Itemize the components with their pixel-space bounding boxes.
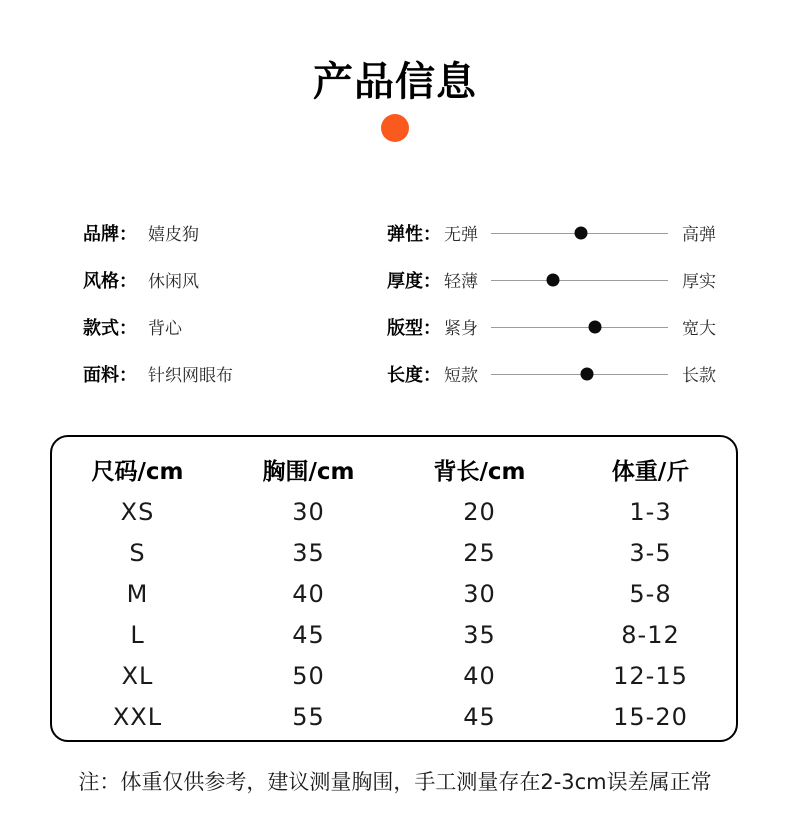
slider-max-label: 长款 <box>682 366 716 386</box>
attribute-row-fabric <box>83 350 233 397</box>
cell-chest: 30 <box>292 497 325 526</box>
spec-sliders <box>387 209 716 397</box>
slider-min-label: 紧身 <box>444 319 478 339</box>
slider-row-fit <box>387 303 716 350</box>
table-row-s <box>52 532 736 573</box>
table-row-xs <box>52 491 736 532</box>
slider-row-elasticity <box>387 209 716 256</box>
cell-backlength: 35 <box>463 620 496 649</box>
slider-line <box>491 327 668 328</box>
slider-track <box>491 367 668 381</box>
slider-row-length <box>387 350 716 397</box>
slider-max-label: 宽大 <box>682 319 716 339</box>
slider-max-label: 厚实 <box>682 272 716 292</box>
slider-dot-icon <box>575 226 588 239</box>
slider-label: 厚度： <box>387 270 441 292</box>
slider-track <box>491 273 668 287</box>
cell-weight: 8-12 <box>621 620 680 649</box>
attribute-value: 休闲风 <box>148 272 199 292</box>
cell-size: S <box>129 538 146 567</box>
slider-min-label: 无弹 <box>444 225 478 245</box>
slider-min-label: 短款 <box>444 366 478 386</box>
attribute-value: 嬉皮狗 <box>148 225 199 245</box>
table-row-xxl <box>52 696 736 737</box>
cell-weight: 12-15 <box>613 661 688 690</box>
slider-dot-icon <box>589 320 602 333</box>
cell-backlength: 20 <box>463 497 496 526</box>
attribute-row-brand <box>83 209 233 256</box>
table-row-xl <box>52 655 736 696</box>
slider-track <box>491 226 668 240</box>
attribute-label: 风格： <box>83 270 137 292</box>
attribute-label: 款式： <box>83 317 137 339</box>
cell-size: L <box>130 620 145 649</box>
cell-chest: 40 <box>292 579 325 608</box>
attribute-row-style <box>83 256 233 303</box>
cell-size: XXL <box>112 702 163 731</box>
table-header-row <box>52 447 736 491</box>
info-section <box>0 209 790 399</box>
cell-size: M <box>126 579 149 608</box>
slider-label: 长度： <box>387 364 441 386</box>
column-header-weight: 体重/斤 <box>611 458 690 485</box>
slider-track <box>491 320 668 334</box>
cell-backlength: 40 <box>463 661 496 690</box>
size-chart-table <box>50 435 738 742</box>
slider-dot-icon <box>546 273 559 286</box>
measurement-note: 注：体重仅供参考，建议测量胸围，手工测量存在2-3cm误差属正常 <box>78 770 712 794</box>
cell-size: XL <box>121 661 154 690</box>
cell-weight: 1-3 <box>629 497 672 526</box>
slider-line <box>491 280 668 281</box>
column-header-size: 尺码/cm <box>91 458 184 485</box>
slider-row-thickness <box>387 256 716 303</box>
attribute-value: 针织网眼布 <box>148 366 233 386</box>
cell-chest: 35 <box>292 538 325 567</box>
cell-chest: 45 <box>292 620 325 649</box>
product-attributes <box>83 209 233 397</box>
attribute-value: 背心 <box>148 319 182 339</box>
cell-backlength: 25 <box>463 538 496 567</box>
slider-label: 版型： <box>387 317 441 339</box>
cell-weight: 15-20 <box>613 702 688 731</box>
cell-size: XS <box>120 497 155 526</box>
cell-backlength: 30 <box>463 579 496 608</box>
cell-chest: 55 <box>292 702 325 731</box>
table-row-l <box>52 614 736 655</box>
accent-dot-icon <box>381 114 409 142</box>
attribute-row-type <box>83 303 233 350</box>
cell-backlength: 45 <box>463 702 496 731</box>
slider-min-label: 轻薄 <box>444 272 478 292</box>
table-row-m <box>52 573 736 614</box>
cell-chest: 50 <box>292 661 325 690</box>
slider-max-label: 高弹 <box>682 225 716 245</box>
column-header-chest: 胸围/cm <box>262 458 355 485</box>
slider-label: 弹性： <box>387 223 441 245</box>
cell-weight: 5-8 <box>629 579 672 608</box>
attribute-label: 面料： <box>83 364 137 386</box>
attribute-label: 品牌： <box>83 223 137 245</box>
slider-dot-icon <box>580 367 593 380</box>
cell-weight: 3-5 <box>629 538 672 567</box>
page-title: 产品信息 <box>313 59 477 105</box>
column-header-backlength: 背长/cm <box>433 458 526 485</box>
